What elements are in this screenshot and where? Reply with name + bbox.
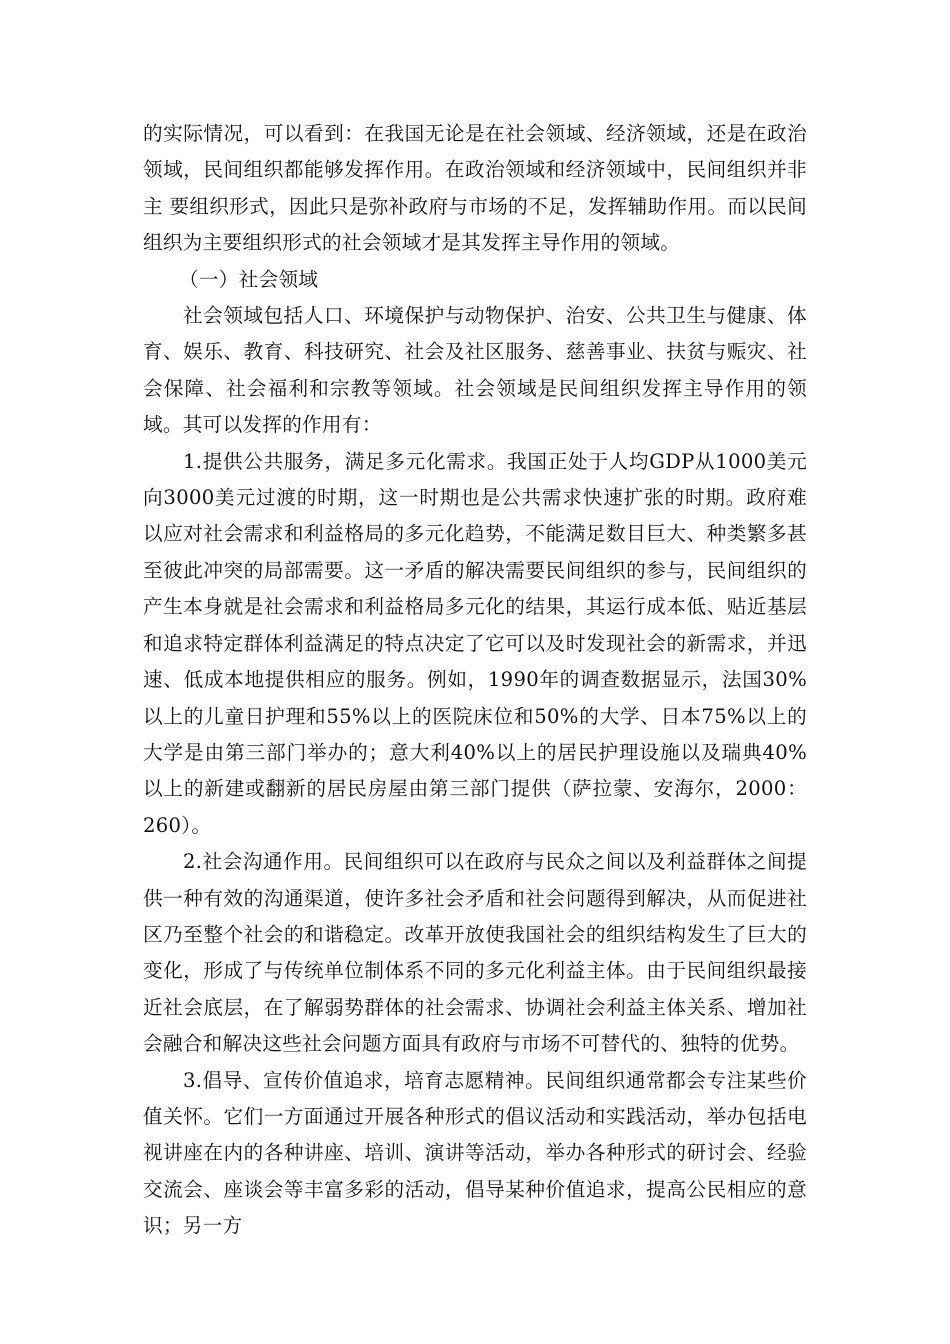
paragraph-continuation: 的实际情况，可以看到：在我国无论是在社会领域、经济领域，还是在政治领域，民间组织都能够发挥作用。在政治领域和经济领域中，民间组织并非主 要组织形式，因此只是弥补政府与市场的不足，发挥辅助作用。而以民间组织为主要组织形式的社会领域才是其发挥主导作用的领域。 (143, 122, 807, 255)
paragraph-value-advocacy: 3.倡导、宣传价值追求，培育志愿精神。民间组织通常都会专注某些价值关怀。它们一方面通过开展各种形式的倡议活动和实践活动，举办包括电视讲座在内的各种讲座、培训、演讲等活动，举办各种形式的研讨会、经验交流会、座谈会等丰富多彩的活动，倡导某种价值追求，提高公民相应的意识；另一方 (143, 1068, 807, 1238)
document-body (143, 116, 807, 1245)
section-heading: （一）社会领域 (179, 267, 319, 291)
paragraph-social-communication: 2.社会沟通作用。民间组织可以在政府与民众之间以及利益群体之间提供一种有效的沟通渠道，使许多社会矛盾和社会问题得到解决，从而促进社区乃至整个社会的和谐稳定。改革开放使我国社会的组织结构发生了巨大的变化，形成了与传统单位制体系不同的多元化利益主体。由于民间组织最接近社会底层，在了解弱势群体的社会需求、协调社会利益主体关系、增加社会融合和解决这些社会问题方面具有政府与市场不可替代的、独特的优势。 (143, 850, 807, 1056)
paragraph-social-domain: 社会领域包括人口、环境保护与动物保护、治安、公共卫生与健康、体育、娱乐、教育、科技研究、社会及社区服务、慈善事业、扶贫与赈灾、社会保障、社会福利和宗教等领域。社会领域是民间组织发挥主导作用的领域。其可以发挥的作用有： (143, 304, 807, 437)
paragraph-public-service: 1.提供公共服务，满足多元化需求。我国正处于人均GDP从1000美元向3000美元过渡的时期，这一时期也是公共需求快速扩张的时期。政府难以应对社会需求和利益格局的多元化趋势，不能满足数目巨大、种类繁多甚至彼此冲突的局部需要。这一矛盾的解决需要民间组织的参与，民间组织的产生本身就是社会需求和利益格局多元化的结果，其运行成本低、贴近基层和追求特定群体利益满足的特点决定了它可以及时发现社会的新需求，并迅速、低成本地提供相应的服务。例如，1990年的调查数据显示，法国30%以上的儿童日护理和55%以上的医院床位和50%的大学、日本75%以上的大学是由第三部门举办的；意大利40%以上的居民护理设施以及瑞典40%以上的新建或翻新的居民房屋由第三部门提供（萨拉蒙、安海尔，2000：260）。 (143, 449, 807, 837)
